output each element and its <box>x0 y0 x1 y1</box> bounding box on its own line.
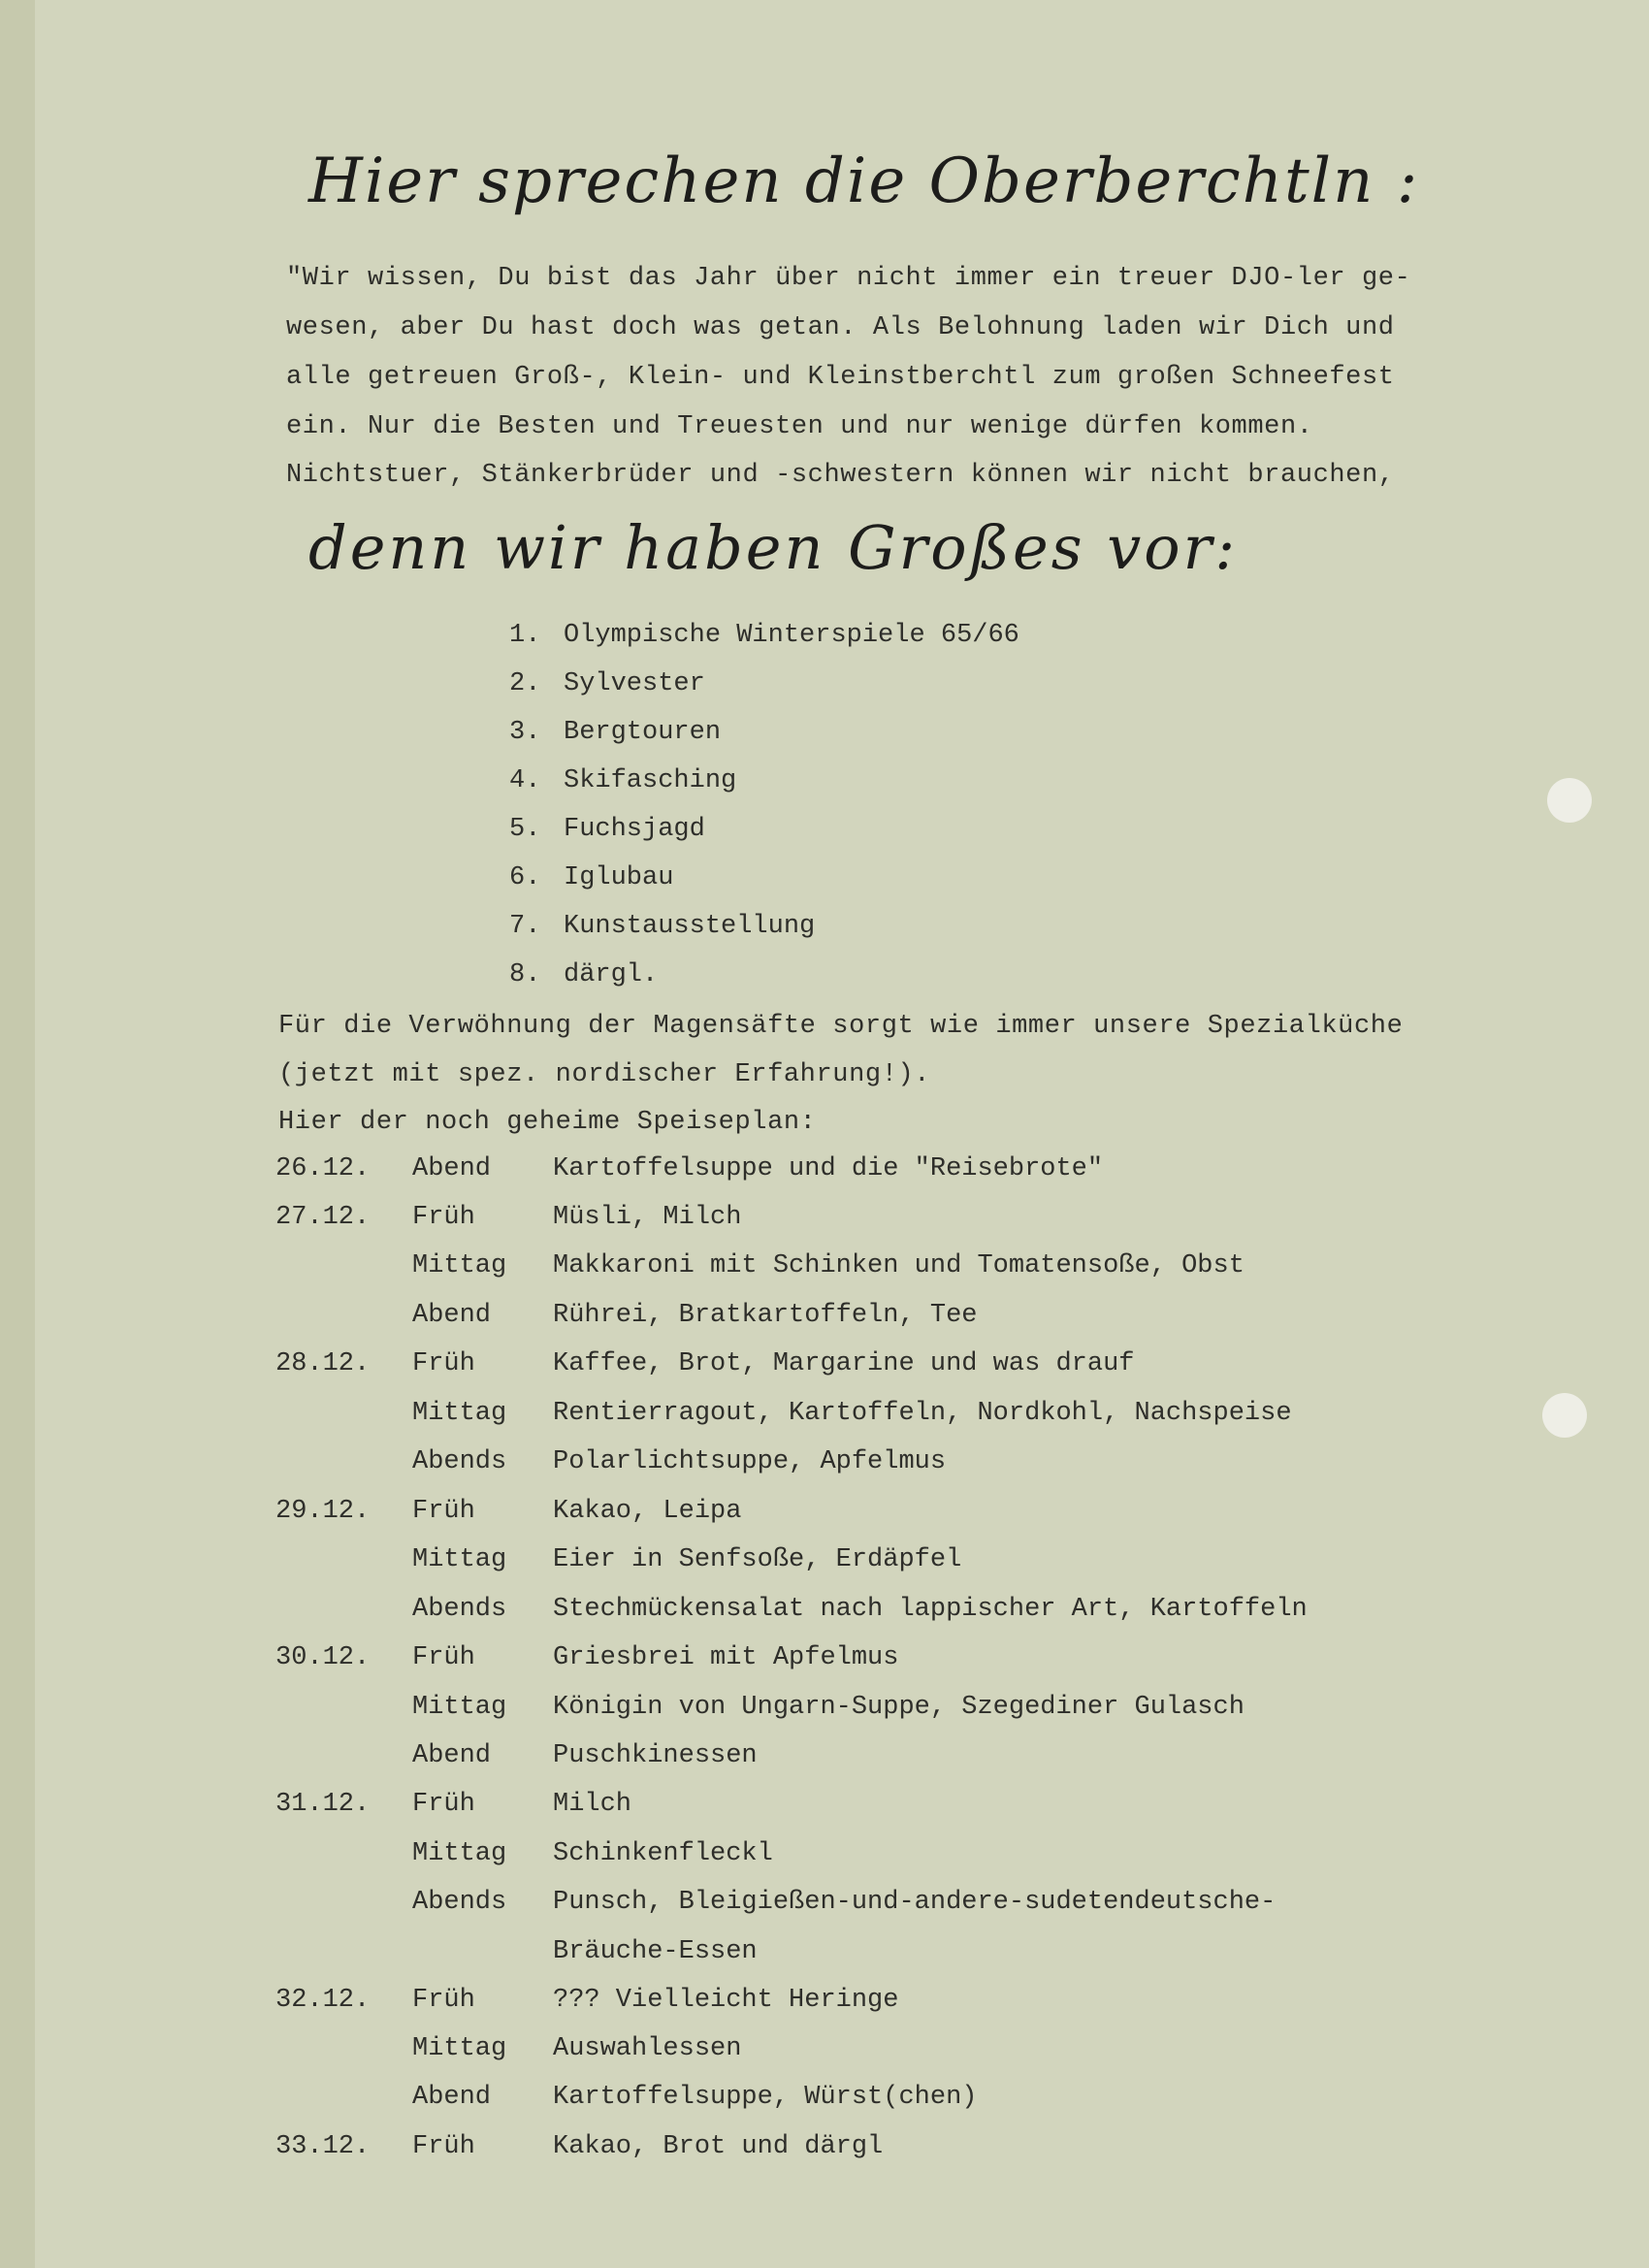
list-item <box>509 718 721 747</box>
list-item <box>509 766 736 795</box>
menu-dish: Rührei, Bratkartoffeln, Tee <box>553 1301 978 1330</box>
menu-meal: Mittag <box>412 1545 507 1574</box>
menu-dish: Makkaroni mit Schinken und Tomatensoße, Obst <box>553 1251 1245 1280</box>
menu-dish: Polarlichtsuppe, Apfelmus <box>553 1447 947 1476</box>
menu-meal: Früh <box>412 1349 475 1378</box>
item-text: Olympische Winterspiele 65/66 <box>564 621 1019 650</box>
menu-meal: Abend <box>412 1741 492 1770</box>
menu-dish: Schinkenfleckl <box>553 1839 773 1868</box>
menu-meal: Abends <box>412 1888 507 1917</box>
menu-meal: Mittag <box>412 1693 507 1722</box>
menu-meal: Mittag <box>412 1399 507 1428</box>
item-number: 1. <box>509 621 541 650</box>
intro-line: ein. Nur die Besten und Treuesten und nur wenige dürfen kommen. <box>286 412 1313 441</box>
item-number: 4. <box>509 766 541 795</box>
menu-date: 33.12. <box>275 2132 371 2161</box>
menu-date: 31.12. <box>275 1790 371 1819</box>
intro-line: "Wir wissen, Du bist das Jahr über nicht immer ein treuer DJO-ler ge- <box>286 264 1411 293</box>
item-number: 8. <box>509 960 541 989</box>
menu-meal: Abends <box>412 1447 507 1476</box>
menu-meal: Mittag <box>412 2034 507 2063</box>
intro-line: wesen, aber Du hast doch was getan. Als Belohnung laden wir Dich und <box>286 313 1395 342</box>
menu-dish: Müsli, Milch <box>553 1203 742 1232</box>
list-item <box>509 621 1019 650</box>
kitchen-line: Hier der noch geheime Speiseplan: <box>278 1108 817 1137</box>
list-item <box>509 669 705 698</box>
menu-date: 30.12. <box>275 1643 371 1672</box>
handwritten-heading: Hier sprechen die Oberberchtln : <box>308 146 1420 217</box>
item-text: därgl. <box>564 960 659 989</box>
menu-meal: Früh <box>412 1790 475 1819</box>
punch-hole-top <box>1547 778 1592 823</box>
item-number: 5. <box>509 815 541 844</box>
menu-meal: Mittag <box>412 1839 507 1868</box>
menu-meal: Mittag <box>412 1251 507 1280</box>
item-number: 3. <box>509 718 541 747</box>
menu-dish: Auswahlessen <box>553 2034 742 2063</box>
menu-dish: Stechmückensalat nach lappischer Art, Kartoffeln <box>553 1595 1308 1624</box>
menu-dish: Puschkinessen <box>553 1741 758 1770</box>
menu-dish: Kakao, Leipa <box>553 1497 742 1526</box>
menu-dish: Griesbrei mit Apfelmus <box>553 1643 899 1672</box>
list-item <box>509 815 705 844</box>
menu-date: 28.12. <box>275 1349 371 1378</box>
menu-dish: ??? Vielleicht Heringe <box>553 1986 899 2015</box>
item-text: Sylvester <box>564 669 705 698</box>
menu-date: 26.12. <box>275 1154 371 1183</box>
item-text: Fuchsjagd <box>564 815 705 844</box>
menu-dish: Königin von Ungarn-Suppe, Szegediner Gulasch <box>553 1693 1245 1722</box>
item-text: Iglubau <box>564 863 674 892</box>
punch-hole-bottom <box>1542 1393 1587 1438</box>
menu-meal: Abend <box>412 2083 492 2112</box>
menu-meal: Früh <box>412 1203 475 1232</box>
menu-date: 32.12. <box>275 1986 371 2015</box>
menu-meal: Früh <box>412 1986 475 2015</box>
item-text: Skifasching <box>564 766 737 795</box>
menu-dish: Eier in Senfsoße, Erdäpfel <box>553 1545 962 1574</box>
intro-line: alle getreuen Groß-, Klein- und Kleinstberchtl zum großen Schneefest <box>286 363 1395 392</box>
menu-date: 27.12. <box>275 1203 371 1232</box>
item-number: 6. <box>509 863 541 892</box>
menu-dish: Kartoffelsuppe und die "Reisebrote" <box>553 1154 1104 1183</box>
menu-meal: Früh <box>412 2132 475 2161</box>
item-number: 2. <box>509 669 541 698</box>
list-item <box>509 863 673 892</box>
menu-meal: Früh <box>412 1497 475 1526</box>
list-item <box>509 960 658 989</box>
menu-meal: Abend <box>412 1154 492 1183</box>
menu-date: 29.12. <box>275 1497 371 1526</box>
menu-meal: Abends <box>412 1595 507 1624</box>
menu-dish: Rentierragout, Kartoffeln, Nordkohl, Nachspeise <box>553 1399 1292 1428</box>
item-number: 7. <box>509 912 541 941</box>
list-item <box>509 912 815 941</box>
menu-meal: Abend <box>412 1301 492 1330</box>
kitchen-line: (jetzt mit spez. nordischer Erfahrung!). <box>278 1060 931 1089</box>
menu-dish: Kakao, Brot und därgl <box>553 2132 884 2161</box>
menu-dish: Kartoffelsuppe, Würst(chen) <box>553 2083 978 2112</box>
menu-dish: Kaffee, Brot, Margarine und was drauf <box>553 1349 1135 1378</box>
intro-line: Nichtstuer, Stänkerbrüder und -schwestern können wir nicht brauchen, <box>286 461 1395 490</box>
kitchen-line: Für die Verwöhnung der Magensäfte sorgt wie immer unsere Spezialküche <box>278 1012 1404 1041</box>
menu-meal: Früh <box>412 1643 475 1672</box>
item-text: Bergtouren <box>564 718 722 747</box>
item-text: Kunstausstellung <box>564 912 816 941</box>
handwritten-subheading: denn wir haben Großes vor: <box>308 512 1239 583</box>
menu-dish: Bräuche-Essen <box>553 1937 758 1966</box>
menu-dish: Milch <box>553 1790 632 1819</box>
menu-dish: Punsch, Bleigießen-und-andere-sudetendeutsche- <box>553 1888 1277 1917</box>
